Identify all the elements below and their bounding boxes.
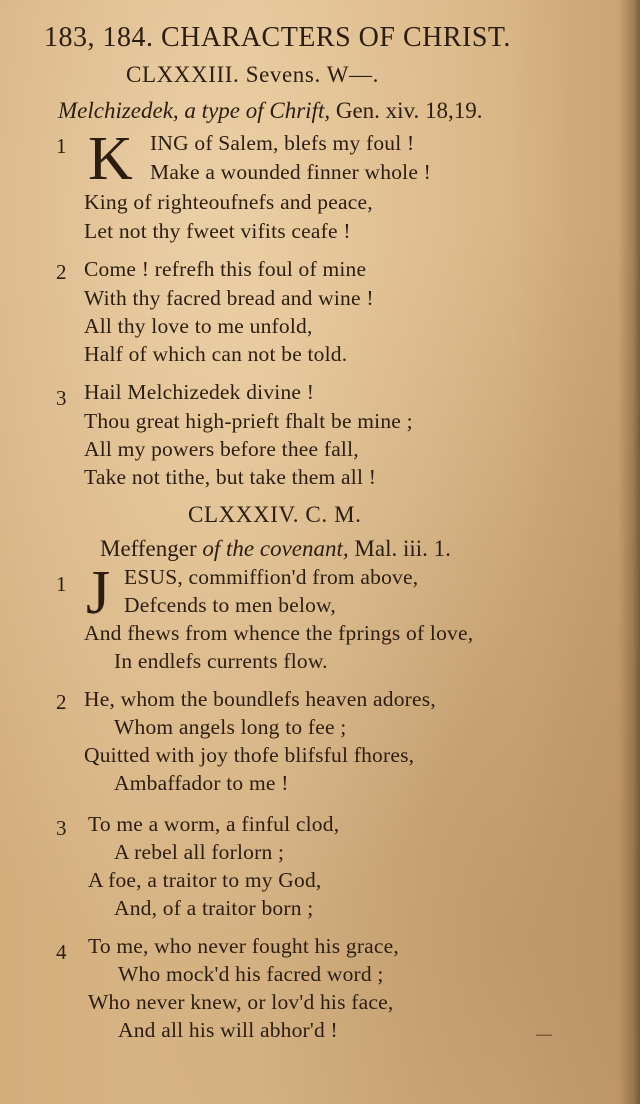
verse-line: All thy love to me unfold, [84,314,313,338]
verse-line: Who mock'd his facred word ; [118,962,384,986]
verse-line: Half of which can not be told. [84,342,348,366]
subtitle-reference: Mal. iii. 1. [354,536,451,561]
stanza-number: 3 [56,816,67,840]
verse-line: ING of Salem, blefs my foul ! [150,131,415,155]
stanza-number: 4 [56,940,67,964]
drop-cap-letter: J [86,559,111,627]
verse-line: And all his will abhor'd ! [118,1018,338,1042]
verse-line: All my powers before thee fall, [84,437,359,461]
stanza-number: 3 [56,386,67,410]
drop-cap-letter: K [88,125,133,193]
stanza-number: 1 [56,572,67,596]
subtitle-lead: Meffenger [100,536,197,561]
subtitle-reference: Gen. xiv. 18,19. [335,98,483,123]
hymn-subtitle-184 [100,536,451,562]
subtitle-italic: of the covenant, [202,536,349,561]
verse-line: To me a worm, a finful clod, [88,812,340,836]
verse-line: In endlefs currents flow. [114,649,328,673]
hymn-title-183: CLXXXIII. Sevens. W—. [126,62,379,87]
verse-line: Thou great high-prieft fhalt be mine ; [84,409,413,433]
running-head: 183, 184. CHARACTERS OF CHRIST. [44,22,511,53]
stanza-number: 2 [56,260,67,284]
verse-line: Hail Melchizedek divine ! [84,380,315,404]
catchword: — [536,1026,552,1043]
verse-line: Who never knew, or lov'd his face, [88,990,394,1014]
verse-line: Come ! refrefh this foul of mine [84,257,367,281]
verse-line: To me, who never fought his grace, [88,934,399,958]
stanza-number: 1 [56,134,67,158]
verse-line: Make a wounded finner whole ! [150,160,432,184]
verse-line: With thy facred bread and wine ! [84,286,374,310]
hymn-subtitle-183 [58,98,483,124]
verse-line: ESUS, commiffion'd from above, [124,565,419,589]
verse-line: Quitted with joy thofe blifsful fhores, [84,743,415,767]
stanza-number: 2 [56,690,67,714]
verse-line: And fhews from whence the fprings of love, [84,621,474,645]
verse-line: Ambaffador to me ! [114,771,289,795]
page-edge-shadow [618,0,640,1104]
subtitle-italic: Melchizedek, a type of Chrift, [58,98,331,123]
verse-line: Whom angels long to fee ; [114,715,347,739]
verse-line: Take not tithe, but take them all ! [84,465,377,489]
verse-line: He, whom the boundlefs heaven adores, [84,687,436,711]
verse-line: A foe, a traitor to my God, [88,868,322,892]
hymn-title-184: CLXXXIV. C. M. [188,502,362,527]
verse-line: Defcends to men below, [124,593,336,617]
verse-line: A rebel all forlorn ; [114,840,285,864]
verse-line: King of righteoufnefs and peace, [84,190,373,214]
verse-line: Let not thy fweet vifits ceafe ! [84,219,351,243]
verse-line: And, of a traitor born ; [114,896,314,920]
